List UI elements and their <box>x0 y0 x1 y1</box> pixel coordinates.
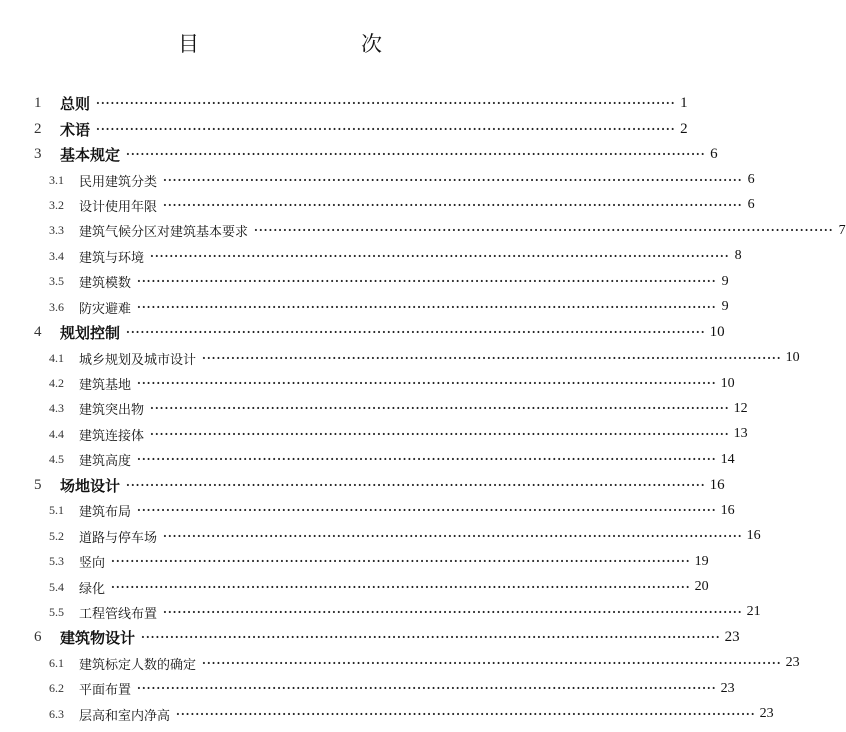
toc-entry-number: 5.4 <box>49 579 64 594</box>
toc-entry-label: 平面布置 <box>79 683 132 699</box>
toc-entry-page-number: 23 <box>785 655 800 671</box>
toc-entry-number: 3.4 <box>49 248 64 263</box>
toc-entry-label: 建筑高度 <box>79 454 132 470</box>
toc-entry-page-number: 9 <box>721 299 729 315</box>
toc-entry-label: 层高和室内净高 <box>79 708 171 724</box>
toc-entry-label: 建筑突出物 <box>79 403 145 419</box>
toc-entry-page-number: 16 <box>720 502 735 518</box>
toc-entry-number: 4.5 <box>49 452 64 467</box>
toc-entry-page-number: 12 <box>733 400 748 416</box>
toc-entry-page-number: 13 <box>733 426 748 442</box>
toc-dot-leader: ························································································································ <box>126 148 706 162</box>
toc-entry-number: 5.2 <box>49 528 64 543</box>
toc-entry-number: 3.2 <box>49 197 64 212</box>
toc-entry-number: 5.5 <box>49 604 64 619</box>
toc-section-entry[interactable] <box>0 244 742 269</box>
toc-entry-label: 建筑与环境 <box>79 250 145 266</box>
toc-entry-label: 防灾避难 <box>79 301 132 317</box>
toc-dot-leader: ························································································································ <box>150 427 730 441</box>
toc-dot-leader: ························································································································ <box>111 555 691 569</box>
toc-section-entry[interactable] <box>0 549 709 574</box>
toc-entry-page-number: 6 <box>747 172 755 188</box>
toc-entry-page-number: 21 <box>746 604 761 620</box>
toc-dot-leader: ························································································································ <box>126 326 706 340</box>
toc-chapter-entry[interactable] <box>0 473 725 498</box>
toc-dot-leader: ························································································································ <box>163 529 743 543</box>
toc-dot-leader: ························································································································ <box>163 173 743 187</box>
toc-section-entry[interactable] <box>0 295 729 320</box>
toc-entry-page-number: 8 <box>734 248 742 264</box>
toc-entry-page-number: 19 <box>694 553 709 569</box>
toc-entry-number: 6.1 <box>49 655 64 670</box>
toc-dot-leader: ························································································································ <box>137 300 717 314</box>
toc-section-entry[interactable] <box>0 651 800 676</box>
toc-entry-number: 5.3 <box>49 554 64 569</box>
toc-entry-label: 绿化 <box>79 581 106 597</box>
toc-entry-page-number: 10 <box>720 375 735 391</box>
toc-entry-number: 3.1 <box>49 172 64 187</box>
toc-entry-number: 6.3 <box>49 706 64 721</box>
toc-chapter-entry[interactable] <box>0 625 740 650</box>
toc-dot-leader: ························································································································ <box>150 402 730 416</box>
toc-entry-label: 基本规定 <box>60 146 121 165</box>
toc-entry-page-number: 6 <box>710 146 718 163</box>
toc-entry-page-number: 14 <box>720 451 735 467</box>
toc-dot-leader: ························································································································ <box>141 631 721 645</box>
toc-dot-leader: ························································································································ <box>137 453 717 467</box>
toc-entry-page-number: 7 <box>838 222 846 238</box>
toc-dot-leader: ························································································································ <box>137 504 717 518</box>
toc-dot-leader: ························································································································ <box>137 682 717 696</box>
toc-entry-label: 建筑物设计 <box>60 629 136 648</box>
toc-entry-number: 6.2 <box>49 681 64 696</box>
toc-entry-page-number: 23 <box>720 680 735 696</box>
toc-entry-number: 3.6 <box>49 299 64 314</box>
toc-entry-number: 6 <box>34 629 42 646</box>
toc-section-entry[interactable] <box>0 218 846 243</box>
toc-dot-leader: ························································································································ <box>254 224 834 238</box>
toc-entry-page-number: 6 <box>747 197 755 213</box>
toc-dot-leader: ························································································································ <box>111 580 691 594</box>
toc-entry-page-number: 2 <box>680 120 688 137</box>
toc-entry-label: 术语 <box>60 120 91 139</box>
toc-section-entry[interactable] <box>0 702 774 727</box>
toc-entry-label: 建筑气候分区对建筑基本要求 <box>79 225 249 241</box>
page-title: 目 次 <box>178 32 422 56</box>
toc-section-entry[interactable] <box>0 447 735 472</box>
toc-section-entry[interactable] <box>0 269 729 294</box>
toc-section-entry[interactable] <box>0 396 748 421</box>
toc-entry-number: 4.1 <box>49 350 64 365</box>
toc-entry-page-number: 16 <box>746 528 761 544</box>
toc-dot-leader: ························································································································ <box>126 478 706 492</box>
toc-entry-number: 1 <box>34 95 42 112</box>
toc-entry-page-number: 20 <box>694 579 709 595</box>
toc-entry-label: 建筑标定人数的确定 <box>79 657 197 673</box>
toc-entry-number: 5.1 <box>49 503 64 518</box>
toc-section-entry[interactable] <box>0 523 761 548</box>
toc-entry-label: 建筑基地 <box>79 378 132 394</box>
toc-list <box>0 91 846 727</box>
toc-entry-label: 建筑模数 <box>79 276 132 292</box>
toc-section-entry[interactable] <box>0 167 755 192</box>
toc-entry-label: 设计使用年限 <box>79 199 158 215</box>
toc-chapter-entry[interactable] <box>0 142 718 167</box>
toc-entry-label: 竖向 <box>79 556 106 572</box>
toc-entry-label: 道路与停车场 <box>79 530 158 546</box>
toc-entry-page-number: 23 <box>724 629 740 646</box>
toc-dot-leader: ························································································································ <box>176 707 756 721</box>
toc-chapter-entry[interactable] <box>0 91 688 116</box>
toc-section-entry[interactable] <box>0 371 735 396</box>
toc-chapter-entry[interactable] <box>0 320 725 345</box>
toc-entry-number: 4.2 <box>49 376 64 391</box>
toc-entry-label: 场地设计 <box>60 476 121 495</box>
toc-entry-number: 2 <box>34 120 42 137</box>
toc-dot-leader: ························································································································ <box>137 377 717 391</box>
toc-dot-leader: ························································································································ <box>163 198 743 212</box>
toc-entry-page-number: 23 <box>759 706 774 722</box>
toc-dot-leader: ························································································································ <box>150 249 730 263</box>
toc-entry-label: 建筑连接体 <box>79 428 145 444</box>
toc-section-entry[interactable] <box>0 345 800 370</box>
toc-dot-leader: ························································································································ <box>163 605 743 619</box>
toc-entry-number: 4.3 <box>49 401 64 416</box>
toc-dot-leader: ························································································································ <box>137 275 717 289</box>
toc-entry-page-number: 10 <box>709 324 725 341</box>
toc-dot-leader: ························································································································ <box>202 351 782 365</box>
toc-entry-label: 工程管线布置 <box>79 606 158 622</box>
toc-section-entry[interactable] <box>0 676 735 701</box>
toc-entry-label: 民用建筑分类 <box>79 174 158 190</box>
toc-entry-label: 总则 <box>60 95 91 114</box>
toc-entry-number: 4.4 <box>49 426 64 441</box>
toc-entry-page-number: 16 <box>709 476 725 493</box>
toc-section-entry[interactable] <box>0 498 735 523</box>
toc-section-entry[interactable] <box>0 193 755 218</box>
toc-dot-leader: ························································································································ <box>202 656 782 670</box>
toc-section-entry[interactable] <box>0 422 748 447</box>
toc-entry-number: 3 <box>34 146 42 163</box>
toc-entry-label: 城乡规划及城市设计 <box>79 352 197 368</box>
toc-dot-leader: ························································································································ <box>96 122 676 136</box>
toc-entry-label: 建筑布局 <box>79 505 132 521</box>
toc-entry-number: 3.5 <box>49 274 64 289</box>
toc-entry-page-number: 1 <box>680 95 688 112</box>
toc-entry-page-number: 9 <box>721 273 729 289</box>
toc-entry-number: 5 <box>34 476 42 493</box>
toc-section-entry[interactable] <box>0 600 761 625</box>
toc-dot-leader: ························································································································ <box>96 97 676 111</box>
toc-chapter-entry[interactable] <box>0 116 688 141</box>
toc-entry-label: 规划控制 <box>60 324 121 343</box>
toc-entry-number: 3.3 <box>49 223 64 238</box>
toc-entry-page-number: 10 <box>785 350 800 366</box>
toc-entry-number: 4 <box>34 324 42 341</box>
toc-section-entry[interactable] <box>0 574 709 599</box>
